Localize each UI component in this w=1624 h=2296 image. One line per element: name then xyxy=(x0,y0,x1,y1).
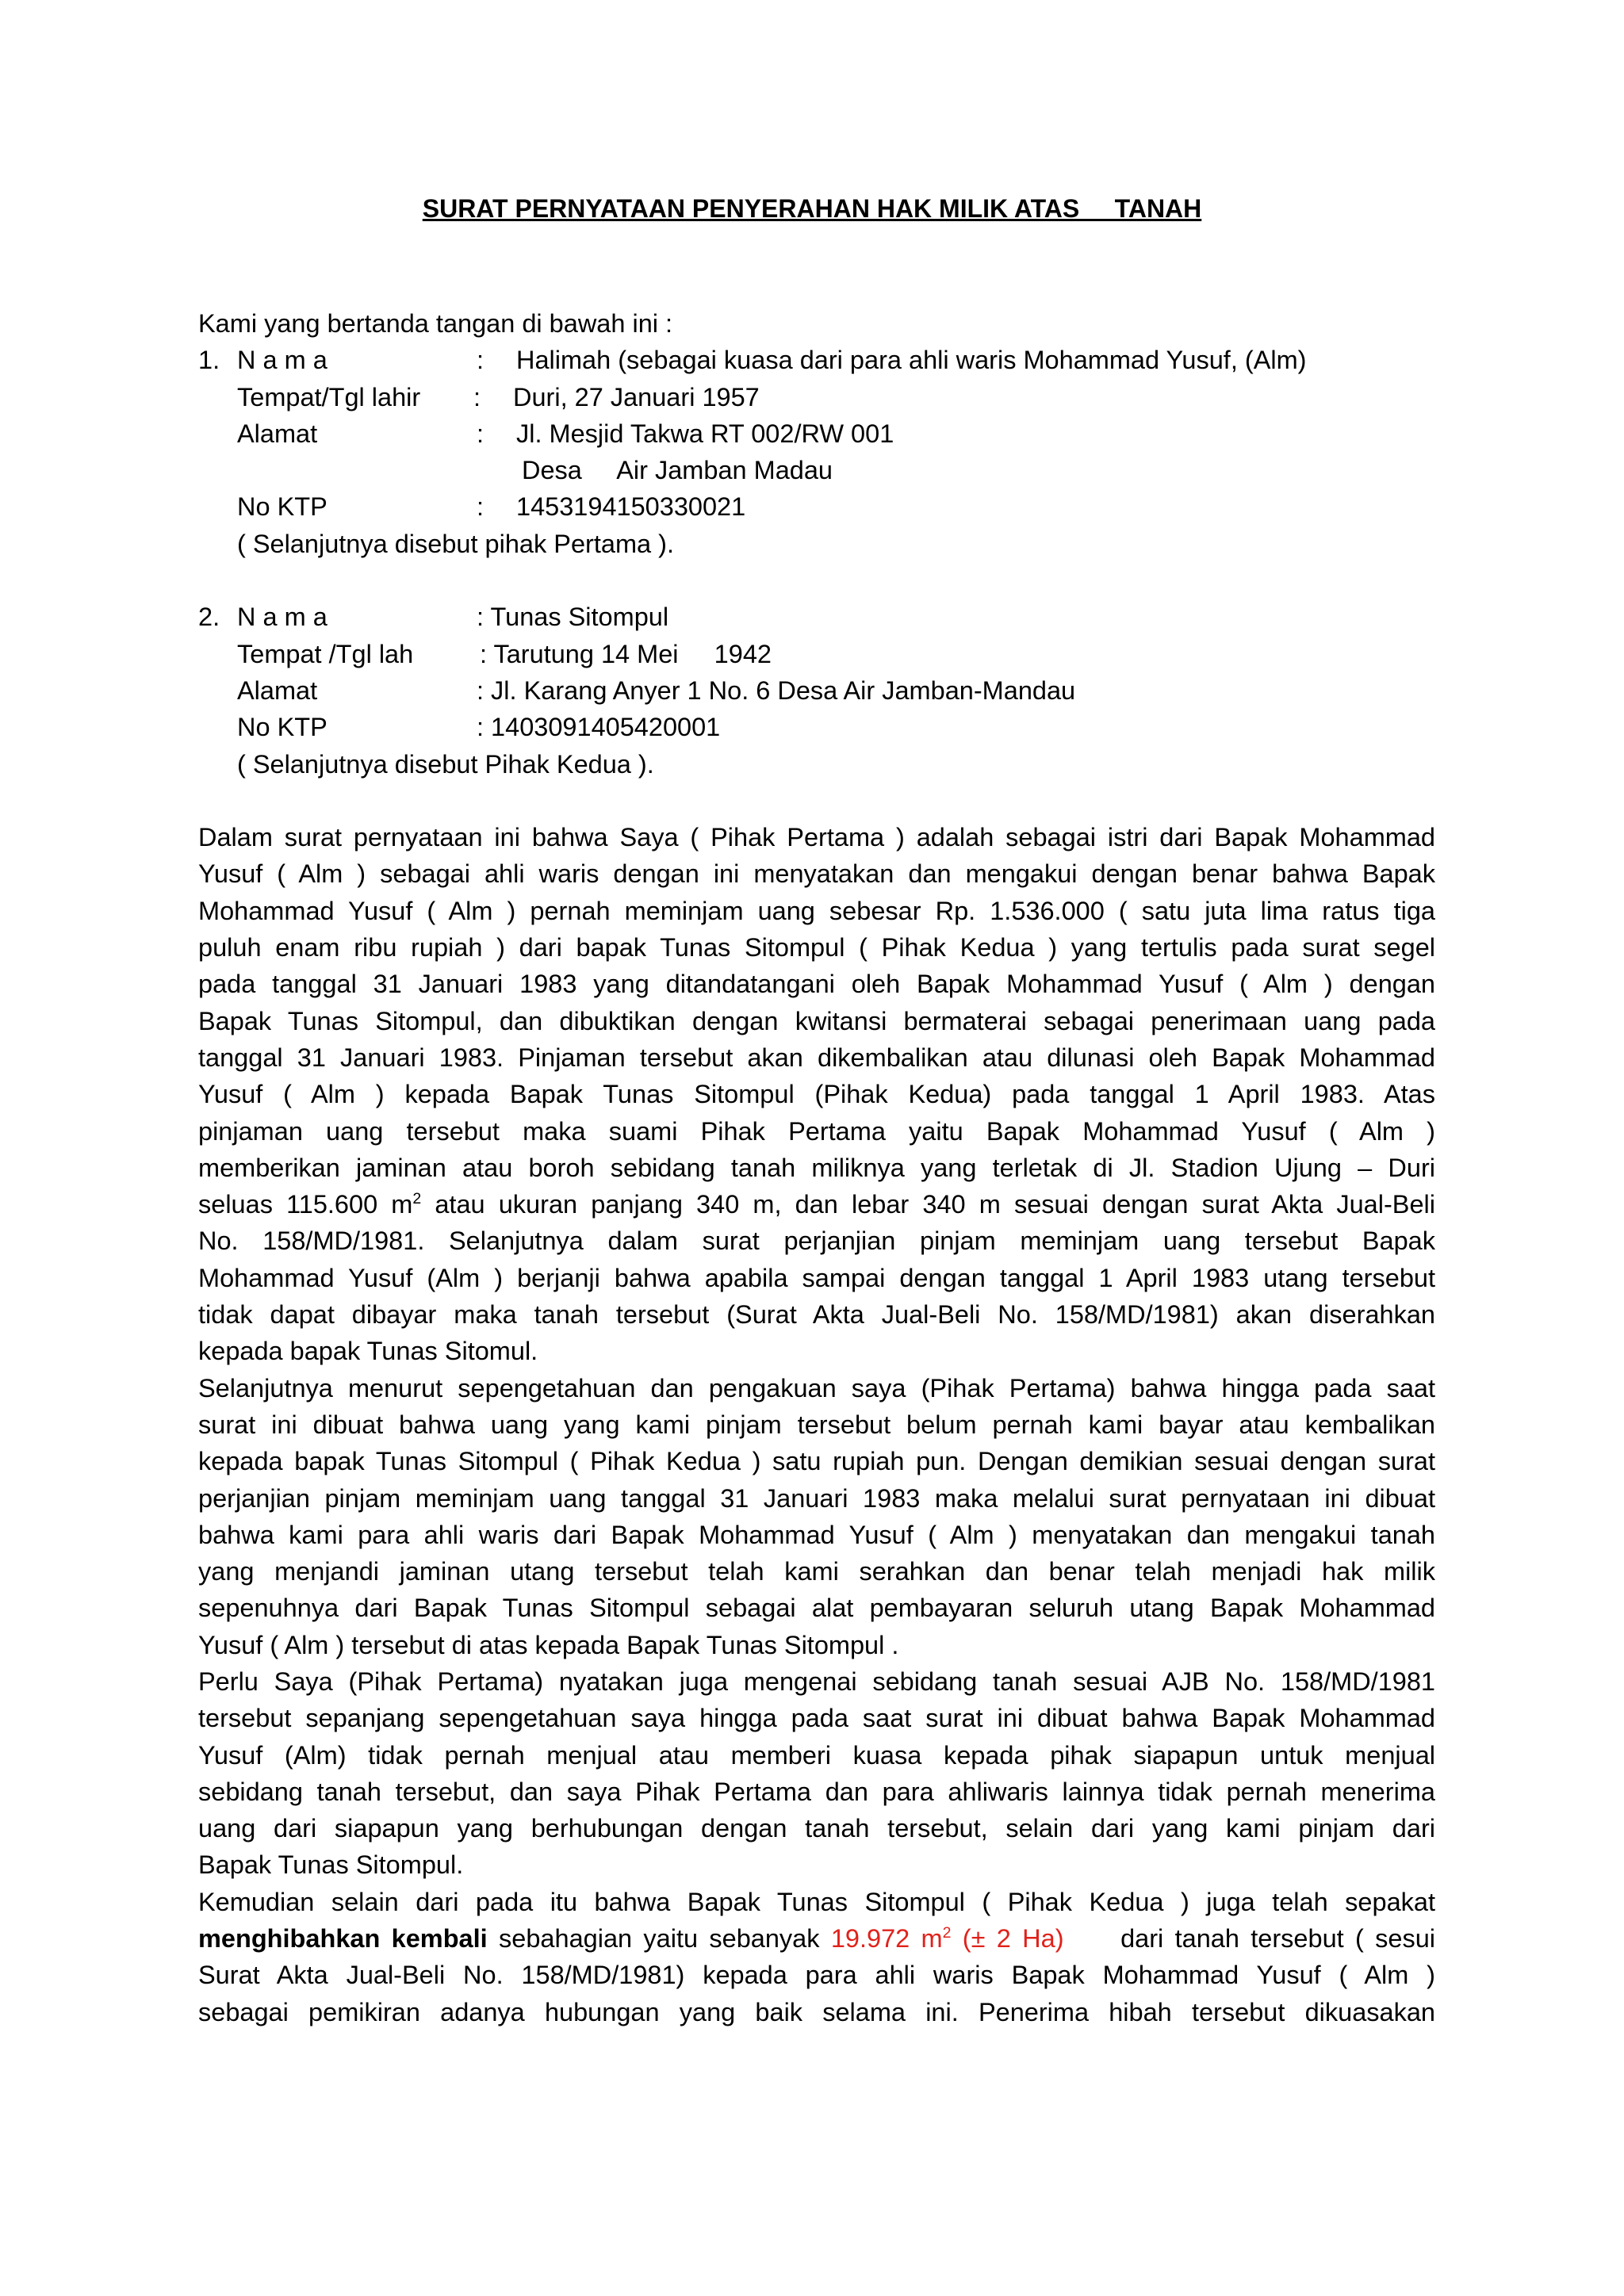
paragraph-line: tersebut sepanjang sepengetahuan saya hingga pada saat surat ini dibuat bahwa Bapak Mohammad xyxy=(198,1704,1435,1733)
paragraph-line: Mohammad Yusuf ( Alm ) pernah meminjam uang sebesar Rp. 1.536.000 ( satu juta lima ratus tiga xyxy=(198,896,1435,925)
paragraph-line: Yusuf ( Alm ) tersebut di atas kepada Bapak Tunas Sitompul . xyxy=(198,1630,899,1659)
paragraph-line: yang menjandi jaminan utang tersebut telah kami serahkan dan benar telah menjadi hak milik xyxy=(198,1557,1435,1586)
paragraph-line: Surat Akta Jual-Beli No. 158/MD/1981) kepada para ahli waris Bapak Mohammad Yusuf ( Alm ) xyxy=(198,1961,1435,1990)
area-line-after: atau ukuran panjang 340 m, dan lebar 340 m sesuai dengan surat Akta Jual-Beli xyxy=(421,1190,1435,1219)
paragraph-line: Mohammad Yusuf (Alm ) berjanji bahwa apabila sampai dengan tanggal 1 April 1983 utang tersebut xyxy=(198,1263,1435,1292)
party2-address-value: : Jl. Karang Anyer 1 No. 6 Desa Air Jamban-Mandau xyxy=(477,675,1076,705)
party1-address-label: Alamat xyxy=(237,419,318,448)
document-title: SURAT PERNYATAAN PENYERAHAN HAK MILIK ATAS TANAH xyxy=(422,194,1202,223)
party2-ktp-label: No KTP xyxy=(237,713,327,742)
party1-ktp-sep: : xyxy=(477,492,485,522)
hibah-line xyxy=(198,1920,1435,1957)
paragraph-line: Perlu Saya (Pihak Pertama) nyatakan juga mengenai sebidang tanah sesuai AJB No. 158/MD/1981 xyxy=(198,1667,1435,1696)
paragraph-line: perjanjian pinjam meminjam uang tanggal 31 Januari 1983 maka melalui surat pernyataan ini dibuat xyxy=(198,1483,1435,1513)
hibah-before: sebahagian yaitu sebanyak xyxy=(487,1924,831,1954)
hibah-after: dari tanah tersebut ( sesui xyxy=(1063,1924,1435,1954)
party1-address-value2: Desa Air Jamban Madau xyxy=(522,456,833,485)
paragraph-1 xyxy=(198,819,1435,1369)
party1-ktp-label: No KTP xyxy=(237,492,327,522)
party1-name-sep: : xyxy=(477,346,485,375)
hibah-bold-text: menghibahkan kembali xyxy=(198,1924,488,1954)
party2-ktp-value: : 1403091405420001 xyxy=(477,713,721,742)
spacer xyxy=(198,562,1435,599)
hibah-area-hectare: (± 2 Ha) xyxy=(951,1924,1064,1954)
intro-text: Kami yang bertanda tangan di bawah ini : xyxy=(198,309,673,338)
paragraph-line: memberikan jaminan atau boroh sebidang tanah miliknya yang terletak di Jl. Stadion Ujung – Duri xyxy=(198,1153,1435,1182)
party1-birth-value: Duri, 27 Januari 1957 xyxy=(513,382,760,411)
paragraph-line: sebagai pemikiran adanya hubungan yang baik selama ini. Penerima hibah tersebut dikuasakan xyxy=(198,1997,1435,2026)
party2-birth-label: Tempat /Tgl lah xyxy=(237,639,414,668)
paragraph-line: sepenuhnya dari Bapak Tunas Sitompul sebagai alat pembayaran seluruh utang Bapak Mohammad xyxy=(198,1594,1435,1623)
paragraph-line: Yusuf (Alm) tidak pernah menjual atau memberi kuasa kepada pihak siapapun untuk menjual xyxy=(198,1740,1435,1770)
paragraph-3 xyxy=(198,1663,1435,1884)
paragraph-line: Bapak Tunas Sitompul. xyxy=(198,1850,464,1880)
paragraph-line: Dalam surat pernyataan ini bahwa Saya ( Pihak Pertama ) adalah sebagai istri dari Bapak Mohammad xyxy=(198,823,1435,852)
spacer xyxy=(198,783,1435,819)
party1-birth-label: Tempat/Tgl lahir xyxy=(237,382,421,411)
paragraph-line: puluh enam ribu rupiah ) dari bapak Tunas Sitompul ( Pihak Kedua ) yang tertulis pada surat segel xyxy=(198,933,1435,962)
party1-birth-row xyxy=(198,379,1435,415)
party1-name-label: N a m a xyxy=(237,346,327,375)
party1-birth-sep: : xyxy=(473,382,481,411)
party1-note: ( Selanjutnya disebut pihak Pertama ). xyxy=(237,529,674,558)
paragraph-4 xyxy=(198,1884,1435,2030)
paragraph-line: tidak dapat dibayar maka tanah tersebut (Surat Akta Jual-Beli No. 158/MD/1981) akan diserahkan xyxy=(198,1300,1435,1330)
party1-ktp-row xyxy=(198,488,1435,525)
area-line xyxy=(198,1186,1435,1223)
party2-birth-row xyxy=(198,636,1435,672)
party1-address-sep: : xyxy=(477,419,485,448)
paragraph-line: surat ini dibuat bahwa uang yang kami pinjam tersebut belum pernah kami bayar atau kembalikan xyxy=(198,1410,1435,1439)
area-line-before: seluas 115.600 m xyxy=(198,1190,413,1219)
paragraph-line: Yusuf ( Alm ) sebagai ahli waris dengan ini menyatakan dan mengakui dengan benar bahwa Bapak xyxy=(198,859,1435,889)
paragraph-line: pada tanggal 31 Januari 1983 yang ditandatangani oleh Bapak Mohammad Yusuf ( Alm ) dengan xyxy=(198,970,1435,999)
party1-name-value: Halimah (sebagai kuasa dari para ahli waris Mohammad Yusuf, (Alm) xyxy=(516,346,1307,375)
paragraph-line: tanggal 31 Januari 1983. Pinjaman tersebut akan dikembalikan atau dilunasi oleh Bapak Mohammad xyxy=(198,1043,1435,1072)
party2-name-label: N a m a xyxy=(237,603,327,632)
party2-address-row xyxy=(198,672,1435,709)
paragraph-line: uang dari siapapun yang berhubungan dengan tanah tersebut, selain dari yang kami pinjam dari xyxy=(198,1814,1435,1843)
party2-address-label: Alamat xyxy=(237,675,318,705)
paragraph-line: Kemudian selain dari pada itu bahwa Bapak Tunas Sitompul ( Pihak Kedua ) juga telah sepakat xyxy=(198,1887,1435,1916)
party1-ktp-value: 1453194150330021 xyxy=(516,492,746,522)
document-body xyxy=(198,305,1435,2030)
paragraph-2 xyxy=(198,1370,1435,1663)
party1-number: 1. xyxy=(198,346,220,375)
party1-address-value: Jl. Mesjid Takwa RT 002/RW 001 xyxy=(516,419,894,448)
party2-birth-value: : Tarutung 14 Mei 1942 xyxy=(480,639,772,668)
party2-ktp-row xyxy=(198,709,1435,745)
party1-address-row xyxy=(198,415,1435,452)
paragraph-line: sebidang tanah tersebut, dan saya Pihak Pertama dan para ahliwaris lainnya tidak pernah menerima xyxy=(198,1777,1435,1806)
party2-number: 2. xyxy=(198,603,220,632)
paragraph-line: kepada bapak Tunas Sitomul. xyxy=(198,1337,538,1366)
hibah-area-red: 19.972 m xyxy=(830,1924,943,1954)
paragraph-line: kepada bapak Tunas Sitompul ( Pihak Kedua ) satu rupiah pun. Dengan demikian sesuai dengan surat xyxy=(198,1447,1435,1476)
paragraph-line: Selanjutnya menurut sepengetahuan dan pengakuan saya (Pihak Pertama) bahwa hingga pada saat xyxy=(198,1373,1435,1402)
party2-name-value: : Tunas Sitompul xyxy=(477,603,669,632)
party2-note: ( Selanjutnya disebut Pihak Kedua ). xyxy=(237,749,654,779)
paragraph-line: bahwa kami para ahli waris dari Bapak Mohammad Yusuf ( Alm ) menyatakan dan mengakui tanah xyxy=(198,1520,1435,1549)
hibah-area-superscript: 2 xyxy=(942,1924,952,1942)
paragraph-line: No. 158/MD/1981. Selanjutnya dalam surat perjanjian pinjam meminjam uang tersebut Bapak xyxy=(198,1226,1435,1256)
area-superscript: 2 xyxy=(412,1190,422,1208)
paragraph-line: Yusuf ( Alm ) kepada Bapak Tunas Sitompul (Pihak Kedua) pada tanggal 1 April 1983. Atas xyxy=(198,1080,1435,1109)
paragraph-line: Bapak Tunas Sitompul, dan dibuktikan dengan kwitansi bermaterai sebagai penerimaan uang pada xyxy=(198,1006,1435,1035)
paragraph-line: pinjaman uang tersebut maka suami Pihak Pertama yaitu Bapak Mohammad Yusuf ( Alm ) xyxy=(198,1116,1435,1146)
party2-name-row xyxy=(198,599,1435,635)
party1-name-row xyxy=(198,342,1435,378)
